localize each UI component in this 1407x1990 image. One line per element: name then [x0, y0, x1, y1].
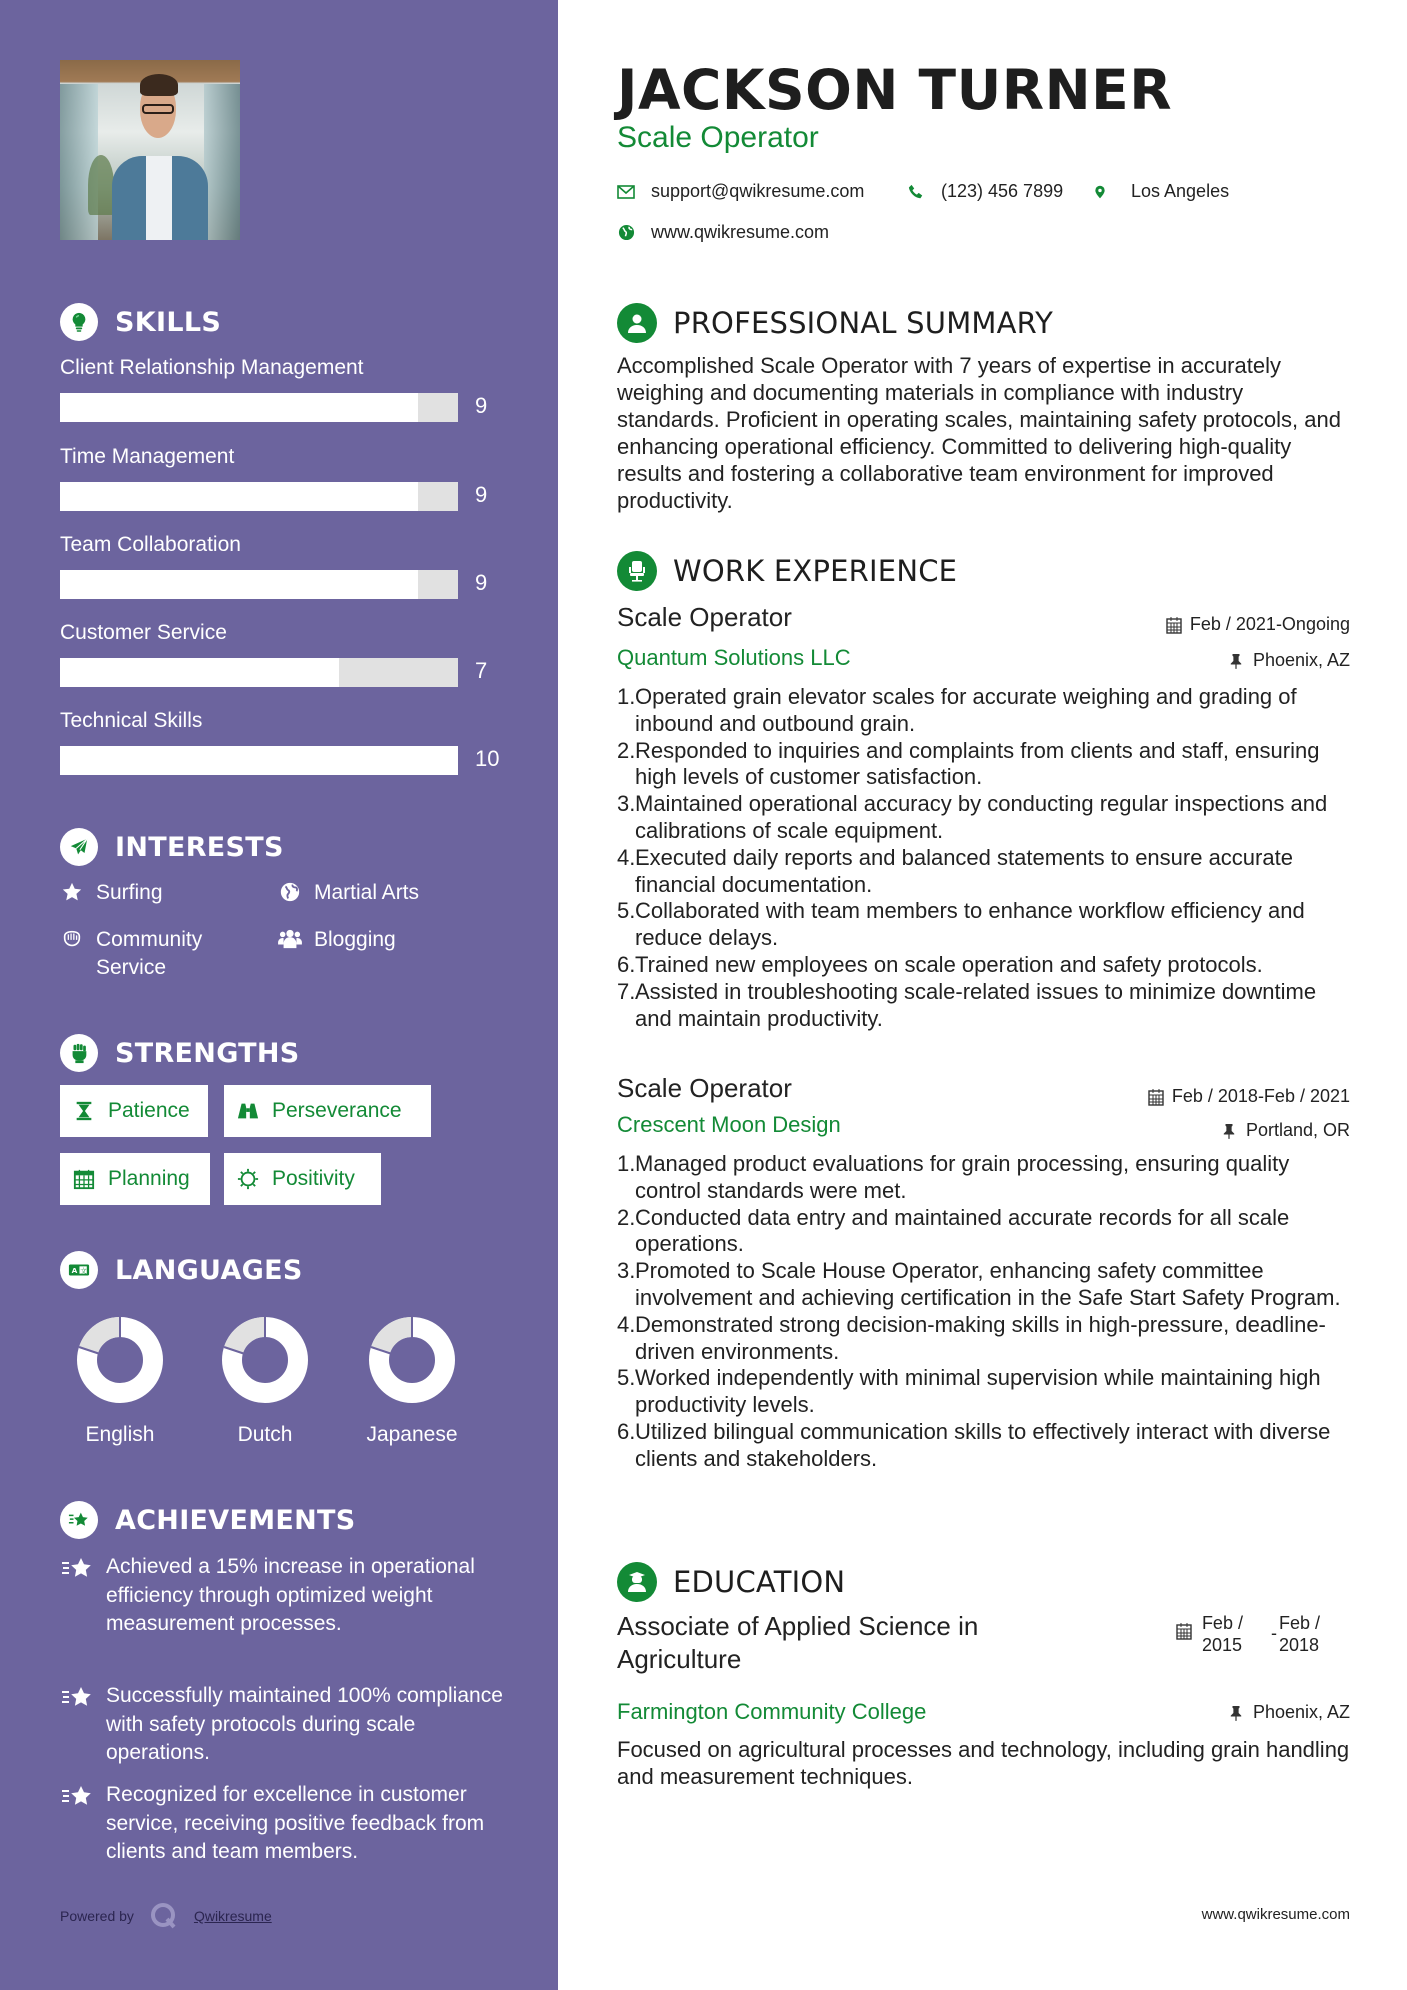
sidebar: [0, 0, 558, 1990]
skill-bar: [60, 393, 458, 422]
calendar-icon: [1176, 1622, 1192, 1645]
pushpin-icon: [1229, 652, 1245, 670]
helping-hand-icon: [60, 927, 84, 951]
shooting-star-icon: [60, 1783, 94, 1811]
svg-text:文: 文: [80, 1266, 87, 1275]
language-label: English: [85, 1423, 155, 1446]
section-title: EDUCATION: [673, 1565, 846, 1599]
calendar-icon: [1148, 1088, 1164, 1106]
contact-phone[interactable]: [907, 181, 1063, 202]
bullet-item: 7. Assisted in troubleshooting scale-related issues to minimize downtime and maintain productivity.: [617, 978, 1317, 1031]
section-title: INTERESTS: [115, 831, 284, 863]
experience-heading: [617, 550, 957, 592]
phone-text: (123) 456 7899: [941, 181, 1064, 201]
skill-bar-fill: [60, 570, 418, 599]
languages-heading: [60, 1250, 303, 1290]
bullet-item: 4. Executed daily reports and balanced statements to ensure accurate financial documentation.: [617, 844, 1293, 897]
candidate-title: Scale Operator: [617, 121, 819, 154]
language-proficiency-chart: [77, 1317, 163, 1403]
strength-chip: [60, 1085, 208, 1137]
calendar-icon: [72, 1167, 96, 1191]
achievement-item: [60, 1781, 510, 1867]
section-title: STRENGTHS: [115, 1037, 300, 1069]
svg-text:A: A: [71, 1266, 78, 1276]
job-location-text: Phoenix, AZ: [1252, 650, 1350, 670]
skill-label: Time Management: [60, 445, 235, 468]
language-label: Japanese: [366, 1423, 458, 1446]
education-dates: [1176, 1612, 1320, 1656]
education-start: Feb / 2015: [1201, 1613, 1243, 1655]
globe-icon: [617, 224, 635, 242]
pushpin-icon: [1222, 1122, 1238, 1140]
strength-label: Positivity: [272, 1167, 355, 1190]
interest-item: [60, 926, 202, 982]
section-title: SKILLS: [115, 306, 222, 338]
skill-label: Client Relationship Management: [60, 356, 364, 379]
skill-label: Team Collaboration: [60, 533, 241, 556]
job-company: Quantum Solutions LLC: [617, 645, 851, 670]
skill-label: Technical Skills: [60, 709, 203, 732]
strength-label: Patience: [108, 1099, 190, 1122]
graduate-icon: [617, 1562, 657, 1602]
strengths-heading: [60, 1033, 300, 1073]
pushpin-icon: [1229, 1704, 1245, 1722]
achievement-item: [60, 1682, 510, 1768]
phone-icon: [907, 183, 925, 201]
skill-bar-fill: [60, 393, 418, 422]
translate-icon: [60, 1251, 98, 1289]
office-chair-icon: [617, 551, 657, 591]
interest-item: [278, 879, 419, 907]
email-text: support@qwikresume.com: [651, 181, 865, 201]
education-date-separator: -: [1270, 1623, 1277, 1643]
bullet-item: 6. Utilized bilingual communication skills to effectively interact with diverse clients and stakeholders.: [617, 1418, 1331, 1471]
summary-text: Accomplished Scale Operator with 7 years of expertise in accurately weighing and documenting materials in compliance with industry standards. Proficient in operating scales, maintaining safety protocols, and enhancing operational efficiency. Committed to delivering high-quality results and fostering a collaborative team environment for improved productivity.: [617, 353, 1341, 513]
interest-item: [278, 926, 396, 954]
job-location: [1229, 650, 1350, 671]
job-location-text: Portland, OR: [1245, 1120, 1350, 1140]
qwikresume-link[interactable]: Qwikresume: [193, 1908, 272, 1924]
skill-bar: [60, 746, 458, 775]
bullet-item: 1. Managed product evaluations for grain processing, ensuring quality control standards were met.: [617, 1151, 1290, 1203]
skill-label: Customer Service: [60, 621, 227, 644]
education-description: Focused on agricultural processes and technology, including grain handling and measurement techniques.: [617, 1737, 1350, 1789]
shooting-star-icon: [60, 1684, 94, 1712]
education-end: Feb / 2018: [1278, 1613, 1320, 1655]
photo-hair: [140, 74, 178, 96]
job-bullets: [617, 1151, 1357, 1473]
sun-icon: [236, 1167, 260, 1191]
lightbulb-icon: [60, 303, 98, 341]
fist-icon: [60, 1034, 98, 1072]
achievement-item: [60, 1553, 510, 1639]
strength-label: Planning: [108, 1167, 190, 1190]
website-text: www.qwikresume.com: [651, 222, 830, 242]
job-dates: [1166, 614, 1350, 635]
job-dates-text: Feb / 2021-Ongoing: [1189, 614, 1350, 634]
map-pin-icon: [1091, 183, 1109, 201]
bullet-item: 3. Maintained operational accuracy by conducting regular inspections and calibrations of scale equipment.: [617, 791, 1328, 843]
achievement-text: Achieved a 15% increase in operational efficiency through optimized weight measurement processes.: [106, 1555, 475, 1635]
education-location: [1229, 1702, 1350, 1723]
section-title: ACHIEVEMENTS: [115, 1504, 356, 1536]
photo-background-plant: [88, 155, 114, 215]
language-label: Dutch: [237, 1423, 293, 1446]
job-bullets: [617, 684, 1357, 1032]
photo-glasses: [142, 104, 174, 114]
skill-value: 10: [475, 746, 500, 771]
contact-location: [1091, 181, 1229, 202]
skill-bar: [60, 482, 458, 511]
skill-value: 9: [475, 393, 488, 418]
job-company: Crescent Moon Design: [617, 1112, 841, 1137]
contact-website[interactable]: [617, 222, 829, 243]
skill-bar-fill: [60, 658, 339, 687]
interest-label: Surfing: [96, 881, 163, 904]
school-name: Farmington Community College: [617, 1699, 927, 1724]
main-content: [617, 0, 1350, 1990]
strength-label: Perseverance: [272, 1099, 402, 1122]
photo-shirt: [146, 156, 172, 240]
skill-value: 7: [475, 658, 488, 683]
job-role: Scale Operator: [617, 602, 792, 632]
language-proficiency-chart: [222, 1317, 308, 1403]
shooting-star-icon: [60, 1555, 94, 1583]
location-text: Los Angeles: [1131, 181, 1230, 201]
skill-bar-fill: [60, 482, 418, 511]
strength-chip: [224, 1085, 431, 1137]
bullet-item: 6. Trained new employees on scale operation and safety protocols.: [617, 951, 1263, 977]
degree-title: Associate of Applied Science in Agriculture: [617, 1611, 979, 1674]
job-dates-text: Feb / 2018-Feb / 2021: [1171, 1086, 1350, 1106]
footer-website-link[interactable]: www.qwikresume.com: [1201, 1906, 1350, 1923]
star-icon: [60, 880, 84, 904]
skill-bar-fill: [60, 746, 458, 775]
hourglass-icon: [72, 1099, 96, 1123]
interest-label: Martial Arts: [314, 881, 420, 904]
language-proficiency-chart: [369, 1317, 455, 1403]
bullet-item: 5. Collaborated with team members to enhance workflow efficiency and reduce delays.: [617, 898, 1305, 951]
education-location-text: Phoenix, AZ: [1252, 1702, 1350, 1722]
achievements-heading: [60, 1500, 356, 1540]
envelope-icon: [617, 183, 635, 201]
globe-icon: [278, 880, 302, 904]
job-location: [1222, 1120, 1350, 1141]
strength-chip: [60, 1153, 210, 1205]
bullet-item: 2. Responded to inquiries and complaints from clients and staff, ensuring high levels of customer satisfaction.: [617, 737, 1320, 790]
achievement-text: Recognized for excellence in customer service, receiving positive feedback from clients and team members.: [106, 1783, 485, 1863]
powered-by: [60, 1902, 272, 1930]
photo-background-window: [204, 84, 240, 240]
strength-chip: [224, 1153, 381, 1205]
bullet-item: 1. Operated grain elevator scales for accurate weighing and grading of inbound and outbound grain.: [617, 684, 1297, 736]
bullet-item: 2. Conducted data entry and maintained accurate records for all scale operations.: [617, 1204, 1290, 1257]
binoculars-icon: [236, 1099, 260, 1123]
profile-photo: [60, 60, 240, 240]
section-title: LANGUAGES: [115, 1254, 303, 1286]
skills-heading: [60, 302, 221, 342]
interests-heading: [60, 827, 284, 867]
section-title: PROFESSIONAL SUMMARY: [673, 306, 1054, 340]
bullet-item: 4. Demonstrated strong decision-making skills in high-pressure, deadline-driven environments.: [617, 1311, 1326, 1364]
skill-bar: [60, 658, 458, 687]
job-dates: [1148, 1086, 1350, 1107]
education-heading: [617, 1561, 845, 1603]
skill-value: 9: [475, 570, 488, 595]
skill-value: 9: [475, 482, 488, 507]
achievement-text: Successfully maintained 100% compliance with safety protocols during scale operations.: [106, 1684, 503, 1764]
job-role: Scale Operator: [617, 1073, 792, 1103]
candidate-name: JACKSON TURNER: [617, 58, 1173, 122]
interest-label: Blogging: [314, 928, 396, 951]
section-title: WORK EXPERIENCE: [673, 554, 958, 588]
user-icon: [617, 303, 657, 343]
shooting-star-icon: [60, 1501, 98, 1539]
bullet-item: 3. Promoted to Scale House Operator, enhancing safety committee involvement and achieving certification in the Safe Start Safety Program.: [617, 1258, 1341, 1310]
qwikresume-logo-icon: [150, 1902, 178, 1930]
bullet-item: 5. Worked independently with minimal supervision while maintaining high productivity levels.: [617, 1365, 1321, 1418]
skill-bar: [60, 570, 458, 599]
users-icon: [278, 927, 302, 951]
interest-item: [60, 879, 163, 907]
paper-plane-icon: [60, 828, 98, 866]
interest-label: Community Service: [96, 928, 203, 979]
powered-by-label: Powered by: [60, 1908, 134, 1924]
calendar-icon: [1166, 616, 1182, 634]
contact-email[interactable]: [617, 181, 864, 202]
summary-heading: [617, 302, 1053, 344]
